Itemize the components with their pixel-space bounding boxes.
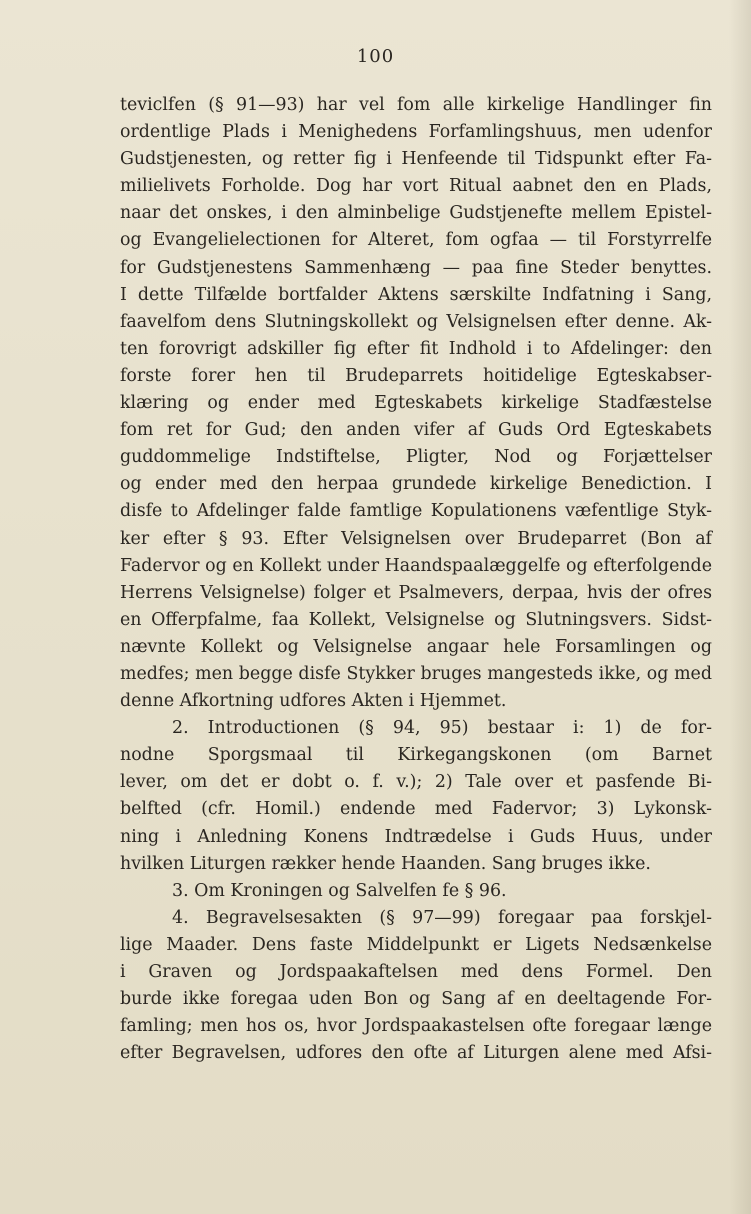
paragraph-end-line: denne Afkortning udfores Akten i Hjemmet. [120, 691, 507, 712]
text-line: burde ikke foregaa uden Bon og Sang af en deeltagende For- [120, 989, 712, 1010]
text-line: I dette Tilfælde bortfalder Aktens særskilte Indfatning i Sang, [120, 284, 712, 305]
body-text [120, 92, 712, 1067]
text-line: en Offerpfalme, faa Kollekt, Velsignelse og Slutningsvers. Sidst- [120, 609, 712, 630]
text-line: fom ret for Gud; den anden vifer af Guds Ord Egteskabets [120, 420, 712, 441]
text-line: faavelfom dens Slutningskollekt og Velsignelsen efter denne. Ak- [120, 311, 712, 332]
text-line: teviclfen (§ 91—93) har vel fom alle kirkelige Handlinger fin [120, 95, 712, 115]
text-line: og ender med den herpaa grundede kirkelige Benediction. I [120, 474, 712, 495]
text-line: lige Maader. Dens faste Middelpunkt er Ligets Nedsænkelse [120, 934, 712, 955]
text-line: guddommelige Indstiftelse, Pligter, Nod og Forjættelser [120, 447, 712, 468]
text-line: nodne Sporgsmaal til Kirkegangskonen (om Barnet [120, 745, 712, 766]
text-line: milielivets Forholde. Dog har vort Ritual aabnet den en Plads, [120, 176, 712, 197]
text-line: forste forer hen til Brudeparrets hoitidelige Egteskabser- [120, 365, 712, 386]
text-line: lever, om det er dobt o. f. v.); 2) Tale over et pasfende Bi- [120, 772, 712, 793]
text-line: efter Begravelsen, udfores den ofte af Liturgen alene med Afsi- [120, 1043, 712, 1064]
page-edge-shadow [729, 0, 751, 1214]
text-line: for Gudstjenestens Sammenhæng — paa fine Steder benyttes. [120, 257, 712, 278]
text-line: naar det onskes, i den alminbelige Gudstjenefte mellem Epistel- [120, 203, 712, 224]
text-line: ker efter § 93. Efter Velsignelsen over Brudeparret (Bon af [120, 528, 712, 549]
section-3-line: 3. Om Kroningen og Salvelfen fe § 96. [172, 880, 507, 901]
paragraph-end-line: hvilken Liturgen rækker hende Haanden. Sang bruges ikke. [120, 853, 651, 874]
text-line: i Graven og Jordspaakaftelsen med dens Formel. Den [120, 962, 712, 982]
text-line: ning i Anledning Konens Indtrædelse i Guds Huus, under [120, 826, 712, 847]
text-line: famling; men hos os, hvor Jordspaakastelsen ofte foregaar længe [120, 1016, 712, 1037]
text-line: ordentlige Plads i Menighedens Forfamlingshuus, men udenfor [120, 122, 712, 143]
text-line: ten forovrigt adskiller fig efter fit Indhold i to Afdelinger: den [120, 338, 712, 359]
section-4-heading-line: 4. Begravelsesakten (§ 97—99) foregaar paa forskjel- [172, 907, 712, 928]
page-number: 100 [356, 46, 395, 67]
text-line: disfe to Afdelinger falde famtlige Kopulationens væfentlige Styk- [120, 501, 712, 522]
text-line: nævnte Kollekt og Velsignelse angaar hele Forsamlingen og [120, 636, 712, 657]
text-line: Fadervor og en Kollekt under Haandspaalæggelfe og efterfolgende [120, 555, 712, 576]
text-line: klæring og ender med Egteskabets kirkelige Stadfæstelse [120, 393, 712, 414]
text-line: belfted (cfr. Homil.) endende med Fadervor; 3) Lykonsk- [120, 799, 712, 820]
text-line: Gudstjenesten, og retter fig i Henfeende til Tidspunkt efter Fa- [120, 149, 712, 170]
text-line: medfes; men begge disfe Stykker bruges mangesteds ikke, og med [120, 663, 712, 684]
text-line: og Evangelielectionen for Alteret, fom ogfaa — til Forstyrrelfe [120, 230, 712, 251]
section-2-heading-line: 2. Introductionen (§ 94, 95) bestaar i: 1) de for- [172, 718, 712, 739]
text-line: Herrens Velsignelse) folger et Psalmevers, derpaa, hvis der ofres [120, 582, 712, 603]
